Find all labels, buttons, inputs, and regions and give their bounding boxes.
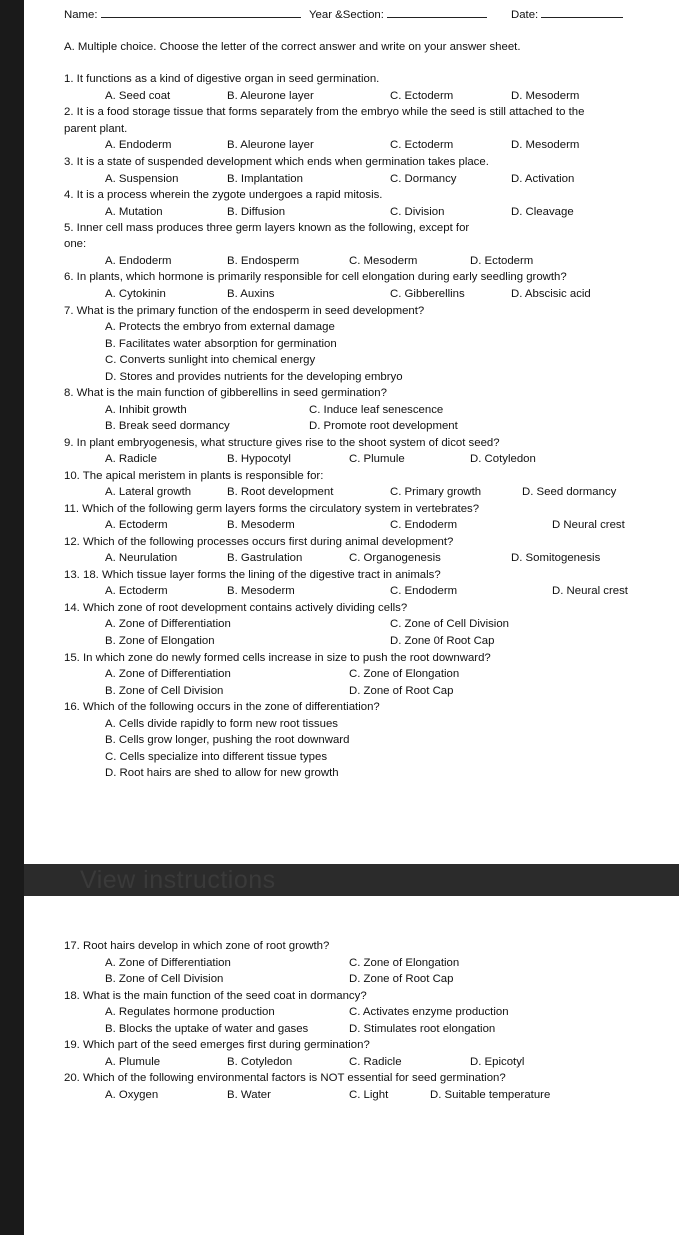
option: A. Ectoderm [105,519,168,531]
name-field [64,7,301,22]
date-blank [541,7,623,18]
option: C. Zone of Cell Division [390,618,510,630]
option: D. Neural crest [552,585,628,597]
option: B. Implantation [227,173,303,185]
option: B. Water [227,1089,271,1101]
option: A. Endoderm [105,255,172,267]
option: A. Neurulation [105,552,178,564]
question-20: 20. Which of the following environmental factors is NOT essential for seed germination? [64,1072,506,1084]
option: A. Lateral growth [105,486,192,498]
option: D. Promote root development [309,420,458,432]
view-instructions-label[interactable]: View instructions [80,866,276,894]
option: B. Aleurone layer [227,139,314,151]
option: C. Ectoderm [390,90,454,102]
question-8: 8. What is the main function of gibberellins in seed germination? [64,387,387,399]
option: D. Root hairs are shed to allow for new growth [105,767,339,779]
option: A. Zone of Differentiation [105,957,231,969]
name-blank [101,7,301,18]
option: C. Activates enzyme production [349,1006,509,1018]
option: B. Hypocotyl [227,453,291,465]
option: A. Cytokinin [105,288,166,300]
question-13: 13. 18. Which tissue layer forms the lining of the digestive tract in animals? [64,569,441,581]
question-14: 14. Which zone of root development contains actively dividing cells? [64,602,408,614]
name-label: Name: [64,9,98,21]
question-2: 2. It is a food storage tissue that forms separately from the embryo while the seed is still attached to the [64,106,585,118]
option: D. Mesoderm [511,90,580,102]
option: D. Cotyledon [470,453,536,465]
option: B. Cotyledon [227,1056,293,1068]
option: C. Converts sunlight into chemical energy [105,354,316,366]
question-5-cont: one: [64,238,87,250]
question-12: 12. Which of the following processes occurs first during animal development? [64,536,454,548]
option: D. Stimulates root elongation [349,1023,496,1035]
instructions: A. Multiple choice. Choose the letter of the correct answer and write on your answer sheet. [64,41,521,53]
option: C. Radicle [349,1056,402,1068]
year-section-label: Year &Section: [309,9,384,21]
option: A. Regulates hormone production [105,1006,275,1018]
option: B. Zone of Cell Division [105,685,224,697]
option: C. Cells specialize into different tissue types [105,751,328,763]
option: C. Light [349,1089,389,1101]
option: D. Epicotyl [470,1056,525,1068]
option: C. Organogenesis [349,552,441,564]
option: D. Zone of Root Cap [349,685,454,697]
option: D. Mesoderm [511,139,580,151]
question-11: 11. Which of the following germ layers forms the circulatory system in vertebrates? [64,503,480,515]
option: A. Radicle [105,453,157,465]
option: A. Oxygen [105,1089,159,1101]
year-section-blank [387,7,487,18]
option: A. Zone of Differentiation [105,618,231,630]
option: C. Division [390,206,445,218]
question-16: 16. Which of the following occurs in the zone of differentiation? [64,701,380,713]
option: B. Zone of Cell Division [105,973,224,985]
question-2-cont: parent plant. [64,123,128,135]
option: D. Ectoderm [470,255,534,267]
option: D. Suitable temperature [430,1089,551,1101]
option: B. Break seed dormancy [105,420,230,432]
option: D. Somitogenesis [511,552,601,564]
option: C. Gibberellins [390,288,465,300]
option: C. Ectoderm [390,139,454,151]
question-7: 7. What is the primary function of the endosperm in seed development? [64,305,425,317]
option: A. Inhibit growth [105,404,187,416]
question-18: 18. What is the main function of the seed coat in dormancy? [64,990,367,1002]
option: D Neural crest [552,519,625,531]
option: C. Zone of Elongation [349,668,460,680]
option: C. Primary growth [390,486,482,498]
option: B. Cells grow longer, pushing the root downward [105,734,350,746]
question-5: 5. Inner cell mass produces three germ layers known as the following, except for [64,222,470,234]
option: B. Zone of Elongation [105,635,215,647]
option: D. Cleavage [511,206,574,218]
option: A. Mutation [105,206,163,218]
option: A. Plumule [105,1056,161,1068]
option: A. Cells divide rapidly to form new root tissues [105,718,338,730]
question-17: 17. Root hairs develop in which zone of root growth? [64,940,330,952]
option: D. Abscisic acid [511,288,591,300]
option: C. Induce leaf senescence [309,404,444,416]
year-section-field [309,7,487,22]
option: A. Seed coat [105,90,171,102]
option: C. Dormancy [390,173,457,185]
option: D. Seed dormancy [522,486,617,498]
option: C. Mesoderm [349,255,418,267]
question-9: 9. In plant embryogenesis, what structure gives rise to the shoot system of dicot seed? [64,437,500,449]
option: B. Diffusion [227,206,286,218]
option: A. Zone of Differentiation [105,668,231,680]
option: B. Root development [227,486,334,498]
option: C. Endoderm [390,585,458,597]
option: B. Gastrulation [227,552,303,564]
option: B. Blocks the uptake of water and gases [105,1023,309,1035]
option: B. Mesoderm [227,519,295,531]
option: B. Endosperm [227,255,300,267]
option: A. Protects the embryo from external damage [105,321,335,333]
option: B. Auxins [227,288,275,300]
question-15: 15. In which zone do newly formed cells increase in size to push the root downward? [64,652,491,664]
question-3: 3. It is a state of suspended development which ends when germination takes place. [64,156,489,168]
option: D. Stores and provides nutrients for the developing embryo [105,371,403,383]
view-instructions-bar[interactable] [24,864,679,896]
option: B. Mesoderm [227,585,295,597]
date-field [511,7,623,22]
option: A. Ectoderm [105,585,168,597]
option: D. Zone of Root Cap [349,973,454,985]
option: C. Zone of Elongation [349,957,460,969]
option: C. Endoderm [390,519,458,531]
question-10: 10. The apical meristem in plants is responsible for: [64,470,324,482]
question-6: 6. In plants, which hormone is primarily responsible for cell elongation during early seedling growth? [64,271,567,283]
question-1: 1. It functions as a kind of digestive organ in seed germination. [64,73,380,85]
question-4: 4. It is a process wherein the zygote undergoes a rapid mitosis. [64,189,383,201]
option: A. Endoderm [105,139,172,151]
option: D. Zone 0f Root Cap [390,635,495,647]
option: B. Aleurone layer [227,90,314,102]
option: D. Activation [511,173,575,185]
option: C. Plumule [349,453,405,465]
option: B. Facilitates water absorption for germination [105,338,337,350]
date-label: Date: [511,9,539,21]
question-19: 19. Which part of the seed emerges first during germination? [64,1039,370,1051]
option: A. Suspension [105,173,179,185]
